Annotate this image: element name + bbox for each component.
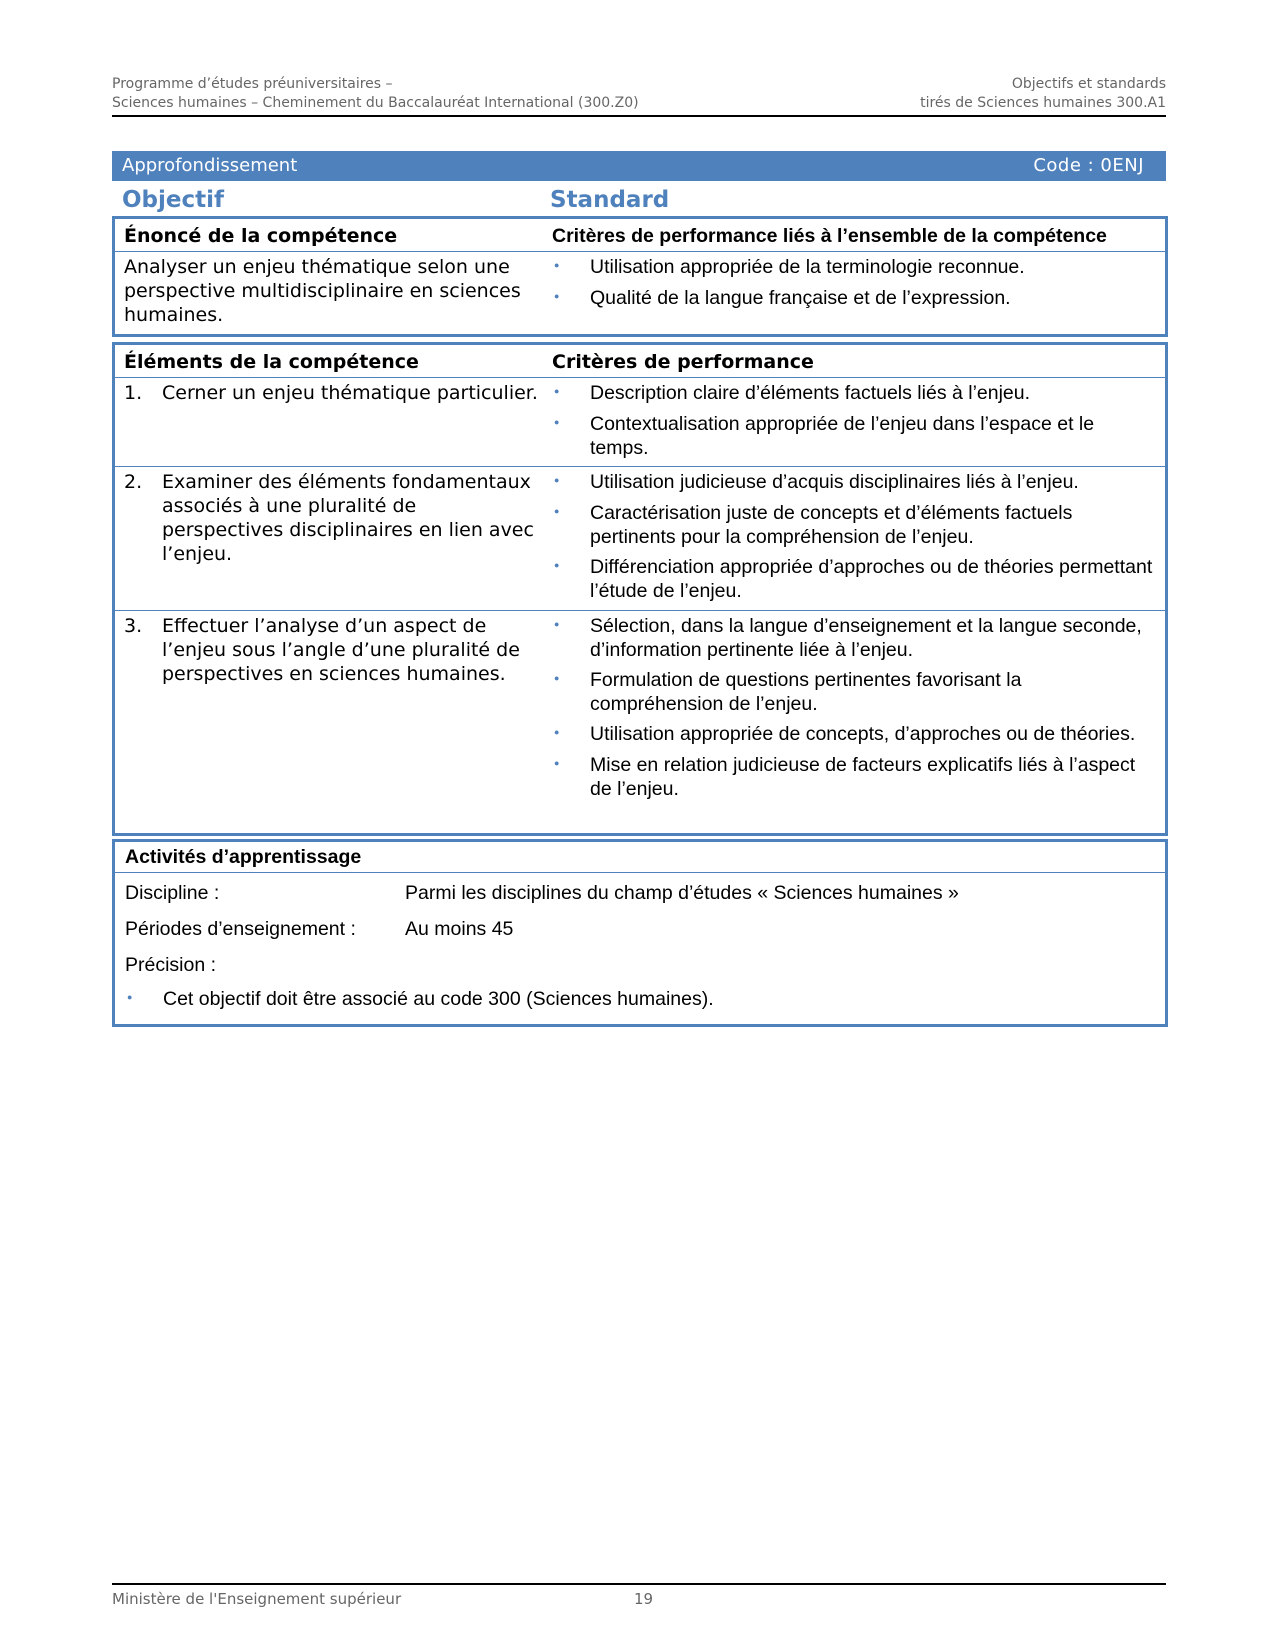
bullet-icon (552, 286, 590, 311)
element-text: Cerner un enjeu thématique particulier. (162, 382, 538, 404)
periods-value: Au moins 45 (405, 918, 514, 940)
page-number: 19 (634, 1590, 654, 1608)
criterion-text: Caractérisation juste de concepts et d’éléments factuels pertinents pour la compréhension de l’enjeu. (590, 502, 1073, 548)
header-program-title (112, 75, 639, 113)
course-band (112, 151, 1166, 181)
list-item (552, 555, 1157, 603)
competence-criteria-heading: Critères de performance liés à l’ensemble de la compétence (552, 225, 1107, 247)
bullet-icon (552, 501, 590, 549)
bullet-icon (125, 987, 163, 1012)
activities-heading: Activités d’apprentissage (125, 846, 362, 868)
header-right-line2: tirés de Sciences humaines 300.A1 (920, 95, 1166, 111)
list-item (552, 614, 1157, 662)
table-row (115, 610, 1165, 833)
elements-criteria-heading: Critères de performance (552, 351, 814, 373)
list-item (552, 255, 1157, 280)
header-left-line2: Sciences humaines – Cheminement du Baccalauréat International (300.Z0) (112, 95, 639, 111)
list-item (552, 412, 1157, 460)
criterion-text: Sélection, dans la langue d’enseignement et la langue seconde, d’information pertinente liée à l’enjeu. (590, 615, 1142, 661)
precision-label: Précision : (125, 954, 217, 976)
list-item (115, 987, 1165, 1012)
page-header (112, 75, 1166, 117)
bullet-icon (552, 555, 590, 603)
elements-heading: Éléments de la compétence (124, 351, 419, 373)
discipline-label: Discipline : (125, 882, 220, 904)
list-item (552, 381, 1157, 406)
bullet-icon (552, 470, 590, 495)
elements-header-row (115, 345, 1165, 377)
activities-table (112, 839, 1168, 1027)
criterion-text: Différenciation appropriée d’approches ou de théories permettant l’étude de l’enjeu. (590, 556, 1153, 602)
list-item (552, 470, 1157, 495)
element-criteria (543, 467, 1165, 610)
criterion-text: Utilisation appropriée de la terminologie reconnue. (590, 256, 1025, 278)
list-item (552, 286, 1157, 311)
standard-title: Standard (550, 187, 670, 213)
discipline-value: Parmi les disciplines du champ d’études « Sciences humaines » (405, 882, 959, 904)
periods-label: Périodes d’enseignement : (125, 918, 356, 940)
competence-header-row (115, 219, 1165, 251)
bullet-icon (552, 722, 590, 747)
criterion-text: Contextualisation appropriée de l’enjeu dans l’espace et le temps. (590, 413, 1095, 459)
criterion-text: Utilisation appropriée de concepts, d’approches ou de théories. (590, 723, 1136, 745)
activities-body (115, 872, 1165, 1018)
element-number: 2. (124, 471, 143, 493)
activities-header-row (115, 842, 1165, 872)
element-text: Effectuer l’analyse d’un aspect de l’enjeu sous l’angle d’une pluralité de perspectives en sciences humaines. (162, 615, 520, 685)
element-criteria (543, 611, 1165, 833)
discipline-row (115, 875, 1165, 911)
element-cell (115, 611, 543, 833)
element-text: Examiner des éléments fondamentaux associés à une pluralité de perspectives disciplinaires en lien avec l’enjeu. (162, 471, 534, 565)
element-cell (115, 378, 543, 466)
course-code: Code : 0ENJ (1033, 155, 1144, 176)
footer-ministry: Ministère de l'Enseignement supérieur (112, 1590, 402, 1608)
element-criteria (543, 378, 1165, 466)
bullet-icon (552, 381, 590, 406)
objectif-title: Objectif (122, 187, 225, 213)
bullet-icon (552, 614, 590, 662)
bullet-icon (552, 412, 590, 460)
elements-table (112, 342, 1168, 836)
course-label: Approfondissement (122, 155, 298, 176)
bullet-icon (552, 255, 590, 280)
competence-table (112, 216, 1168, 337)
competence-statement: Analyser un enjeu thématique selon une perspective multidisciplinaire en sciences humaines. (124, 256, 521, 326)
element-number: 1. (124, 382, 143, 404)
header-right-line1: Objectifs et standards (1011, 76, 1166, 92)
bullet-icon (552, 753, 590, 801)
criterion-text: Description claire d’éléments factuels liés à l’enjeu. (590, 382, 1031, 404)
list-item (552, 668, 1157, 716)
criterion-text: Qualité de la langue française et de l’expression. (590, 287, 1011, 309)
list-item (552, 501, 1157, 549)
section-titles (112, 184, 1166, 216)
competence-body-row (115, 251, 1165, 334)
competence-criteria-list (543, 252, 1165, 334)
page-footer (112, 1583, 1166, 1608)
criterion-text: Utilisation judicieuse d’acquis disciplinaires liés à l’enjeu. (590, 471, 1079, 493)
precision-row (115, 947, 1165, 983)
table-row (115, 377, 1165, 466)
list-item (552, 753, 1157, 801)
element-number: 3. (124, 615, 143, 637)
bullet-icon (552, 668, 590, 716)
criterion-text: Mise en relation judicieuse de facteurs explicatifs liés à l’aspect de l’enjeu. (590, 754, 1136, 800)
periods-row (115, 911, 1165, 947)
header-section-title (920, 75, 1166, 113)
header-left-line1: Programme d’études préuniversitaires – (112, 76, 393, 92)
precision-text: Cet objectif doit être associé au code 300 (Sciences humaines). (163, 988, 714, 1010)
criterion-text: Formulation de questions pertinentes favorisant la compréhension de l’enjeu. (590, 669, 1022, 715)
element-cell (115, 467, 543, 610)
list-item (552, 722, 1157, 747)
table-row (115, 466, 1165, 610)
competence-statement-heading: Énoncé de la compétence (124, 225, 398, 247)
